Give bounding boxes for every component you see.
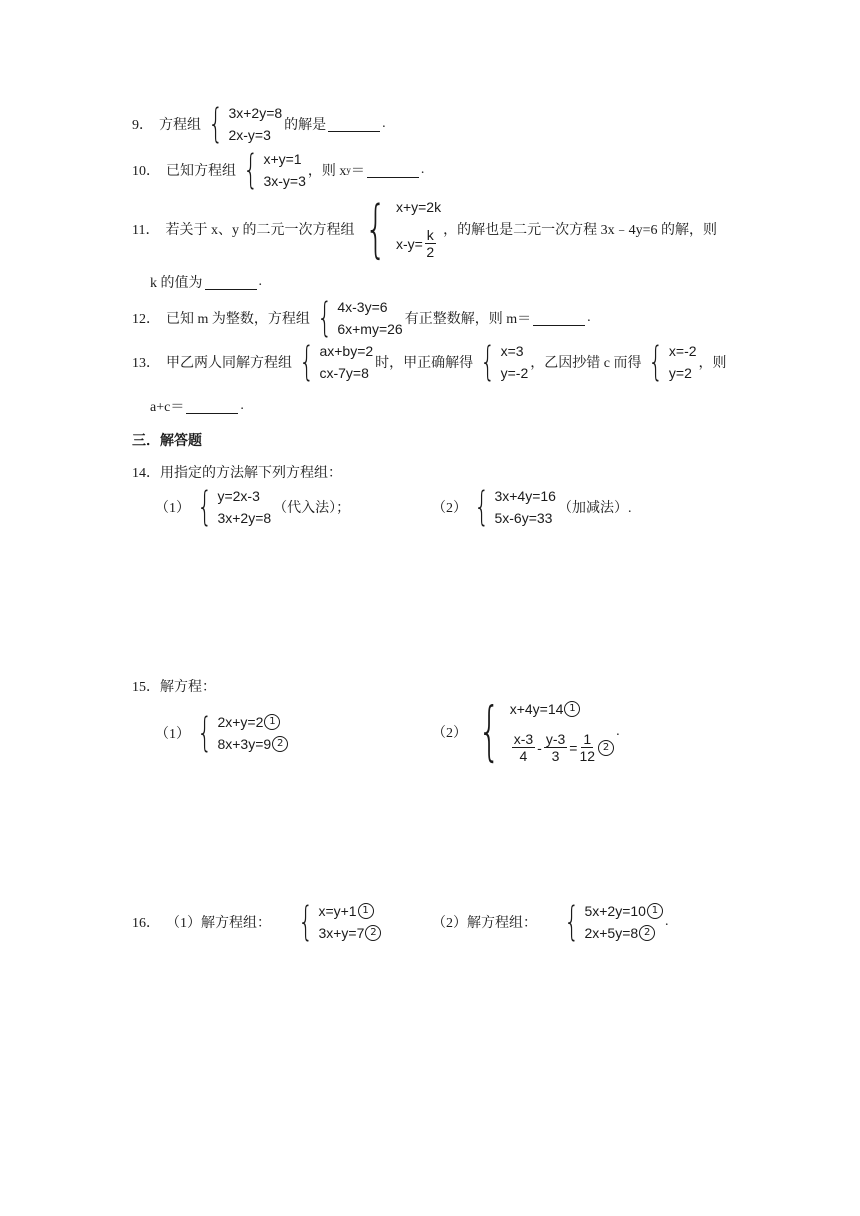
question-text: 若关于 x、y 的二元一次方程组 xyxy=(165,223,355,238)
equation: 3x+2y=8 xyxy=(217,510,272,526)
equation: 3x-y=3 xyxy=(263,173,306,189)
brace: { xyxy=(474,484,490,530)
question-text: ，乙因抄错 c 而得 xyxy=(530,356,642,371)
question-15-part2 xyxy=(432,695,620,769)
equation: y=-2 xyxy=(500,365,529,381)
equation: x=3 xyxy=(500,343,524,359)
operator: = xyxy=(569,739,578,756)
equation-text: 2x+5y=8 xyxy=(584,925,639,941)
fraction xyxy=(425,227,436,260)
question-15-part1 xyxy=(155,710,290,756)
question-text: ，的解也是二元一次方程 3x﹣4y=6 的解，则 xyxy=(443,223,717,238)
circled-number: 2 xyxy=(365,925,381,941)
answer-blank xyxy=(205,275,257,290)
brace: { xyxy=(648,339,664,385)
fraction xyxy=(579,731,595,764)
equation xyxy=(318,902,381,920)
period: . xyxy=(616,724,620,739)
equation-system xyxy=(356,192,442,265)
question-number: 15． xyxy=(132,680,160,695)
question-text: a+c＝ xyxy=(150,400,185,415)
brace: { xyxy=(299,339,315,385)
question-text: 时，甲正确解得 xyxy=(375,356,474,371)
brace: { xyxy=(316,295,333,341)
equation-part: x-y= xyxy=(395,235,423,252)
question-11 xyxy=(132,192,717,265)
denominator: 12 xyxy=(579,748,596,764)
brace: { xyxy=(197,710,213,756)
equation: y=2 xyxy=(668,365,692,381)
question-number: 13． xyxy=(132,356,160,371)
equation: x+y=1 xyxy=(263,151,302,167)
question-text: ，则 xyxy=(698,356,727,371)
equation-text: 8x+3y=9 xyxy=(217,736,272,752)
solution-system xyxy=(475,339,529,385)
equation: ax+by=2 xyxy=(319,343,374,359)
method-note: （加减法）. xyxy=(557,501,632,516)
numerator: 1 xyxy=(583,731,592,747)
question-text: ，则 x xyxy=(307,164,347,179)
equation xyxy=(396,227,441,260)
question-number: 9． xyxy=(132,118,153,133)
brace: { xyxy=(243,147,259,193)
denominator: 3 xyxy=(551,748,560,764)
brace: { xyxy=(298,899,314,945)
answer-blank xyxy=(328,117,380,132)
circled-number: 1 xyxy=(358,903,374,919)
question-text: k 的值为 xyxy=(150,276,203,291)
question-13-line2 xyxy=(150,396,244,416)
equation: 5x-6y=33 xyxy=(494,510,553,526)
method-note: （代入法）； xyxy=(273,501,351,516)
equation xyxy=(217,713,288,731)
answer-blank xyxy=(186,399,238,414)
question-text: 有正整数解，则 m＝ xyxy=(404,312,532,327)
equation-system xyxy=(469,484,556,530)
equation-system xyxy=(559,899,663,945)
question-text: ＝ xyxy=(350,164,365,179)
question-10 xyxy=(132,147,425,193)
question-text: 已知方程组 xyxy=(166,164,236,179)
circled-number: 1 xyxy=(564,701,580,717)
equation-text: 5x+2y=10 xyxy=(584,903,646,919)
brace: { xyxy=(197,484,213,530)
equation xyxy=(217,735,288,753)
equation-text: 2x+y=2 xyxy=(217,714,264,730)
brace: { xyxy=(564,899,580,945)
question-13 xyxy=(132,339,727,385)
question-number: 14． xyxy=(132,466,160,481)
question-15 xyxy=(132,676,216,696)
numerator: y-3 xyxy=(545,731,566,747)
equation xyxy=(510,731,614,764)
part-label: （2） xyxy=(432,501,467,516)
question-text: 方程组 xyxy=(159,118,201,133)
brace: { xyxy=(478,695,501,769)
equation xyxy=(584,924,663,942)
circled-number: 1 xyxy=(647,903,663,919)
denominator: 4 xyxy=(519,748,528,764)
superscript: y xyxy=(346,165,351,175)
period: . xyxy=(664,914,669,929)
equation: 2x-y=3 xyxy=(228,127,271,143)
equation: 3x+4y=16 xyxy=(494,488,556,504)
denominator: 2 xyxy=(426,244,435,260)
part-label: （1）解方程组： xyxy=(166,916,271,931)
question-number: 11． xyxy=(132,223,160,238)
circled-number: 2 xyxy=(598,740,614,756)
question-text: 用指定的方法解下列方程组： xyxy=(160,466,342,481)
question-16-part2 xyxy=(432,899,669,945)
circled-number: 2 xyxy=(272,736,288,752)
brace: { xyxy=(365,192,388,265)
answer-blank xyxy=(367,163,419,178)
question-11-line2 xyxy=(150,272,262,292)
question-14-part1 xyxy=(155,484,351,530)
equation-system xyxy=(294,339,374,385)
equation: y=2x-3 xyxy=(217,488,260,504)
equation-system xyxy=(293,899,381,945)
section-heading: 三．解答题 xyxy=(132,434,202,449)
equation xyxy=(584,902,663,920)
part-label: （2） xyxy=(432,726,467,741)
equation-text: x=y+1 xyxy=(318,903,357,919)
question-text: 甲乙两人同解方程组 xyxy=(166,356,292,371)
question-number: 16． xyxy=(132,916,160,931)
period: . xyxy=(587,310,591,325)
brace: { xyxy=(208,101,224,147)
answer-blank xyxy=(533,311,585,326)
question-16-part1 xyxy=(132,899,383,945)
fraction xyxy=(512,731,535,764)
part-label: （2）解方程组： xyxy=(432,916,537,931)
equation-system xyxy=(192,484,272,530)
numerator: x-3 xyxy=(513,731,534,747)
part-label: （1） xyxy=(155,727,190,742)
operator: - xyxy=(537,739,542,756)
equation xyxy=(510,700,614,718)
equation-system xyxy=(312,295,403,341)
equation xyxy=(318,924,381,942)
question-text: 的解是 xyxy=(284,118,327,133)
period: . xyxy=(258,274,262,289)
period: . xyxy=(382,116,386,131)
equation-system xyxy=(238,147,306,193)
equation-text: x+4y=14 xyxy=(509,701,564,717)
equation-system xyxy=(469,695,614,769)
equation-system xyxy=(203,101,283,147)
equation-system xyxy=(192,710,288,756)
equation: cx-7y=8 xyxy=(319,365,369,381)
period: . xyxy=(420,162,425,177)
question-9 xyxy=(132,101,386,147)
equation: x+y=2k xyxy=(395,199,442,215)
question-12 xyxy=(132,295,591,341)
fraction xyxy=(544,731,567,764)
brace: { xyxy=(480,339,496,385)
part-label: （1） xyxy=(155,501,190,516)
circled-number: 2 xyxy=(639,925,655,941)
question-text: 解方程： xyxy=(160,680,216,695)
question-number: 10． xyxy=(132,164,160,179)
equation: 3x+2y=8 xyxy=(228,105,283,121)
question-14-part2 xyxy=(432,484,632,530)
equation: x=-2 xyxy=(668,343,697,359)
question-14 xyxy=(132,462,342,482)
equation: 6x+my=26 xyxy=(337,321,403,337)
equation-text: 3x+y=7 xyxy=(318,925,365,941)
period: . xyxy=(240,398,244,413)
question-number: 12． xyxy=(132,312,160,327)
solution-system xyxy=(643,339,697,385)
equation: 4x-3y=6 xyxy=(337,299,388,315)
question-text: 已知 m 为整数，方程组 xyxy=(166,312,310,327)
circled-number: 1 xyxy=(264,714,280,730)
numerator: k xyxy=(426,227,434,243)
